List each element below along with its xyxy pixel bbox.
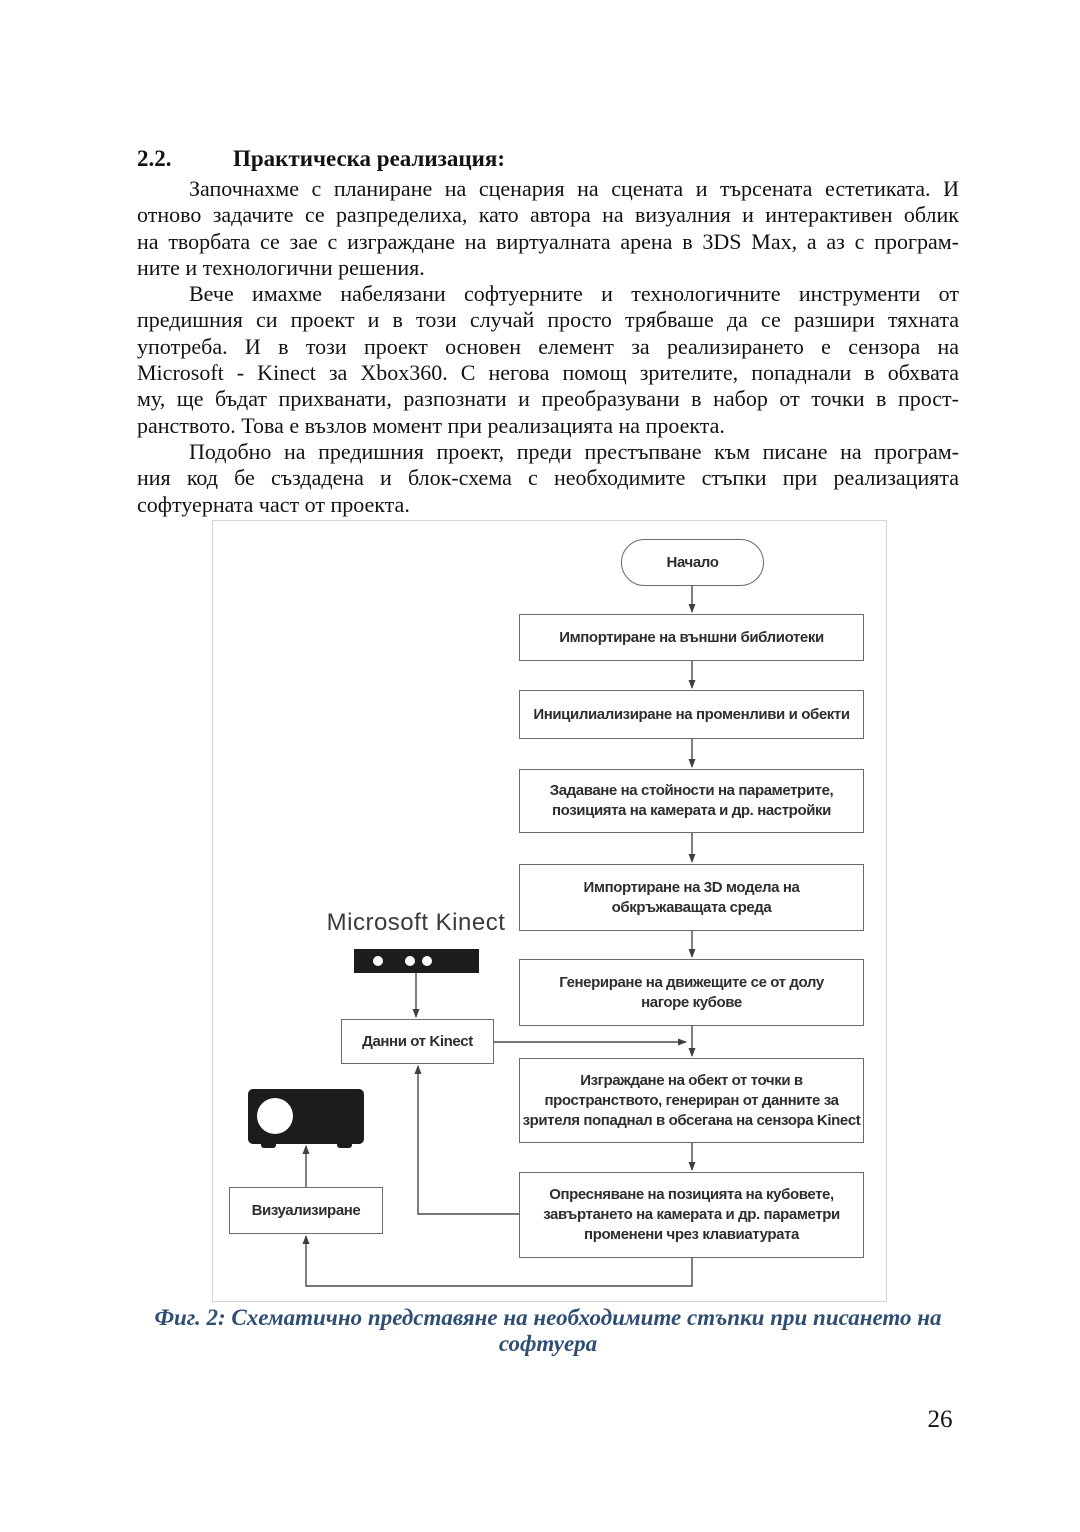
section-heading — [137, 146, 959, 176]
flow-step-text: Визуализиране — [251, 1201, 361, 1219]
paragraph-1 — [137, 176, 959, 281]
flow-step-initialize — [519, 690, 864, 739]
page-number: 26 — [927, 1406, 953, 1433]
sensor-dot — [405, 956, 415, 966]
text-line: ранството. Това е възлов момент при реализацията на проекта. — [137, 412, 725, 438]
flow-start-label: Начало — [666, 553, 719, 571]
paragraph-2 — [137, 281, 959, 439]
flow-step-set-parameters — [519, 769, 864, 833]
flow-step-refresh-positions — [519, 1172, 864, 1258]
flow-step-text: завъртането на камерата и др. параметри — [543, 1206, 840, 1223]
text-line: употреба. И в този проект основен елемент за реализирането е сензора на — [137, 333, 959, 359]
flow-step-import-libraries — [519, 614, 864, 661]
body-text — [137, 146, 959, 518]
text-line: на творбата се зае с изграждане на виртуалната арена в 3DS Max, а аз с програм- — [137, 228, 959, 254]
flow-step-text: обкръжаващата среда — [611, 898, 772, 916]
projector-foot — [337, 1144, 352, 1148]
flow-step-text: зрителя попаднал в обсегана на сензора Kinect — [522, 1111, 861, 1129]
text-line: предишния си проект и в този случай просто трябваше да се разшири тяхната — [137, 307, 959, 333]
flow-step-generate-cubes — [519, 959, 864, 1026]
flow-step-text: Опресняване на позицията на кубовете, — [549, 1186, 834, 1203]
flow-step-build-point-object — [519, 1058, 864, 1143]
flow-step-import-3d-model — [519, 864, 864, 931]
projector-foot — [261, 1144, 276, 1148]
text-line: ния код бе създадена и блок-схема с необходимите стъпки при реализацията — [137, 465, 959, 491]
flow-step-text: Данни от Kinect — [362, 1032, 473, 1050]
kinect-device-label: Microsoft Kinect — [326, 909, 506, 936]
flow-kinect-data-node — [341, 1019, 494, 1064]
figure-flowchart — [212, 520, 887, 1302]
text-line: отново задачите се разпределиха, като автора на визуалния и интерактивен облик — [137, 202, 959, 228]
sensor-dot — [422, 956, 432, 966]
text-line: Подобно на предишния проект, преди престъпване към писане на програм- — [189, 438, 959, 464]
projector-icon — [248, 1089, 364, 1144]
text-line: Вече имахме набелязани софтуерните и технологичните инструменти от — [189, 281, 959, 307]
text-line: Започнахме с планиране на сценария на сцената и търсената естетиката. И — [189, 176, 959, 201]
flow-step-text: Генериране на движещите се от долу — [559, 973, 824, 991]
flow-step-text: Изграждане на обект от точки в — [580, 1071, 803, 1089]
text-line: ните и технологични решения. — [137, 254, 425, 280]
kinect-sensor-icon — [354, 949, 479, 973]
flow-step-text: Импортиране на 3D модела на — [583, 878, 800, 896]
text-line: му, ще бъдат прихванати, разпознати и преобразувани в набор от точки в прост- — [137, 386, 959, 412]
section-title: Практическа реализация: — [233, 146, 506, 171]
flow-step-text: нагоре кубове — [641, 993, 742, 1011]
paragraph-3 — [137, 439, 959, 518]
text-line: софтуерната част от проекта. — [137, 491, 410, 517]
flow-visualize-node — [229, 1187, 383, 1234]
section-number: 2.2. — [137, 146, 172, 171]
flow-step-text: Иницилиализиране на променливи и обекти — [533, 705, 850, 723]
flow-step-text: Задаване на стойности на параметрите, — [549, 782, 834, 799]
flow-step-text: Импортиране на външни библиотеки — [559, 628, 824, 646]
flow-step-text: позицията на камерата и др. настройки — [552, 802, 831, 819]
sensor-dot — [373, 956, 383, 966]
figure-caption: Фиг. 2: Схематично представяне на необходимите стъпки при писането на софтуера — [154, 1305, 942, 1356]
flow-step-text: пространството, генериран от данните за — [544, 1091, 839, 1109]
projector-lens — [257, 1098, 293, 1134]
flow-step-text: променени чрез клавиатурата — [584, 1226, 799, 1243]
flow-start-node — [621, 539, 764, 586]
text-line: Microsoft - Kinect за Xbox360. С негова помощ зрителите, попаднали в обхвата — [137, 360, 959, 386]
